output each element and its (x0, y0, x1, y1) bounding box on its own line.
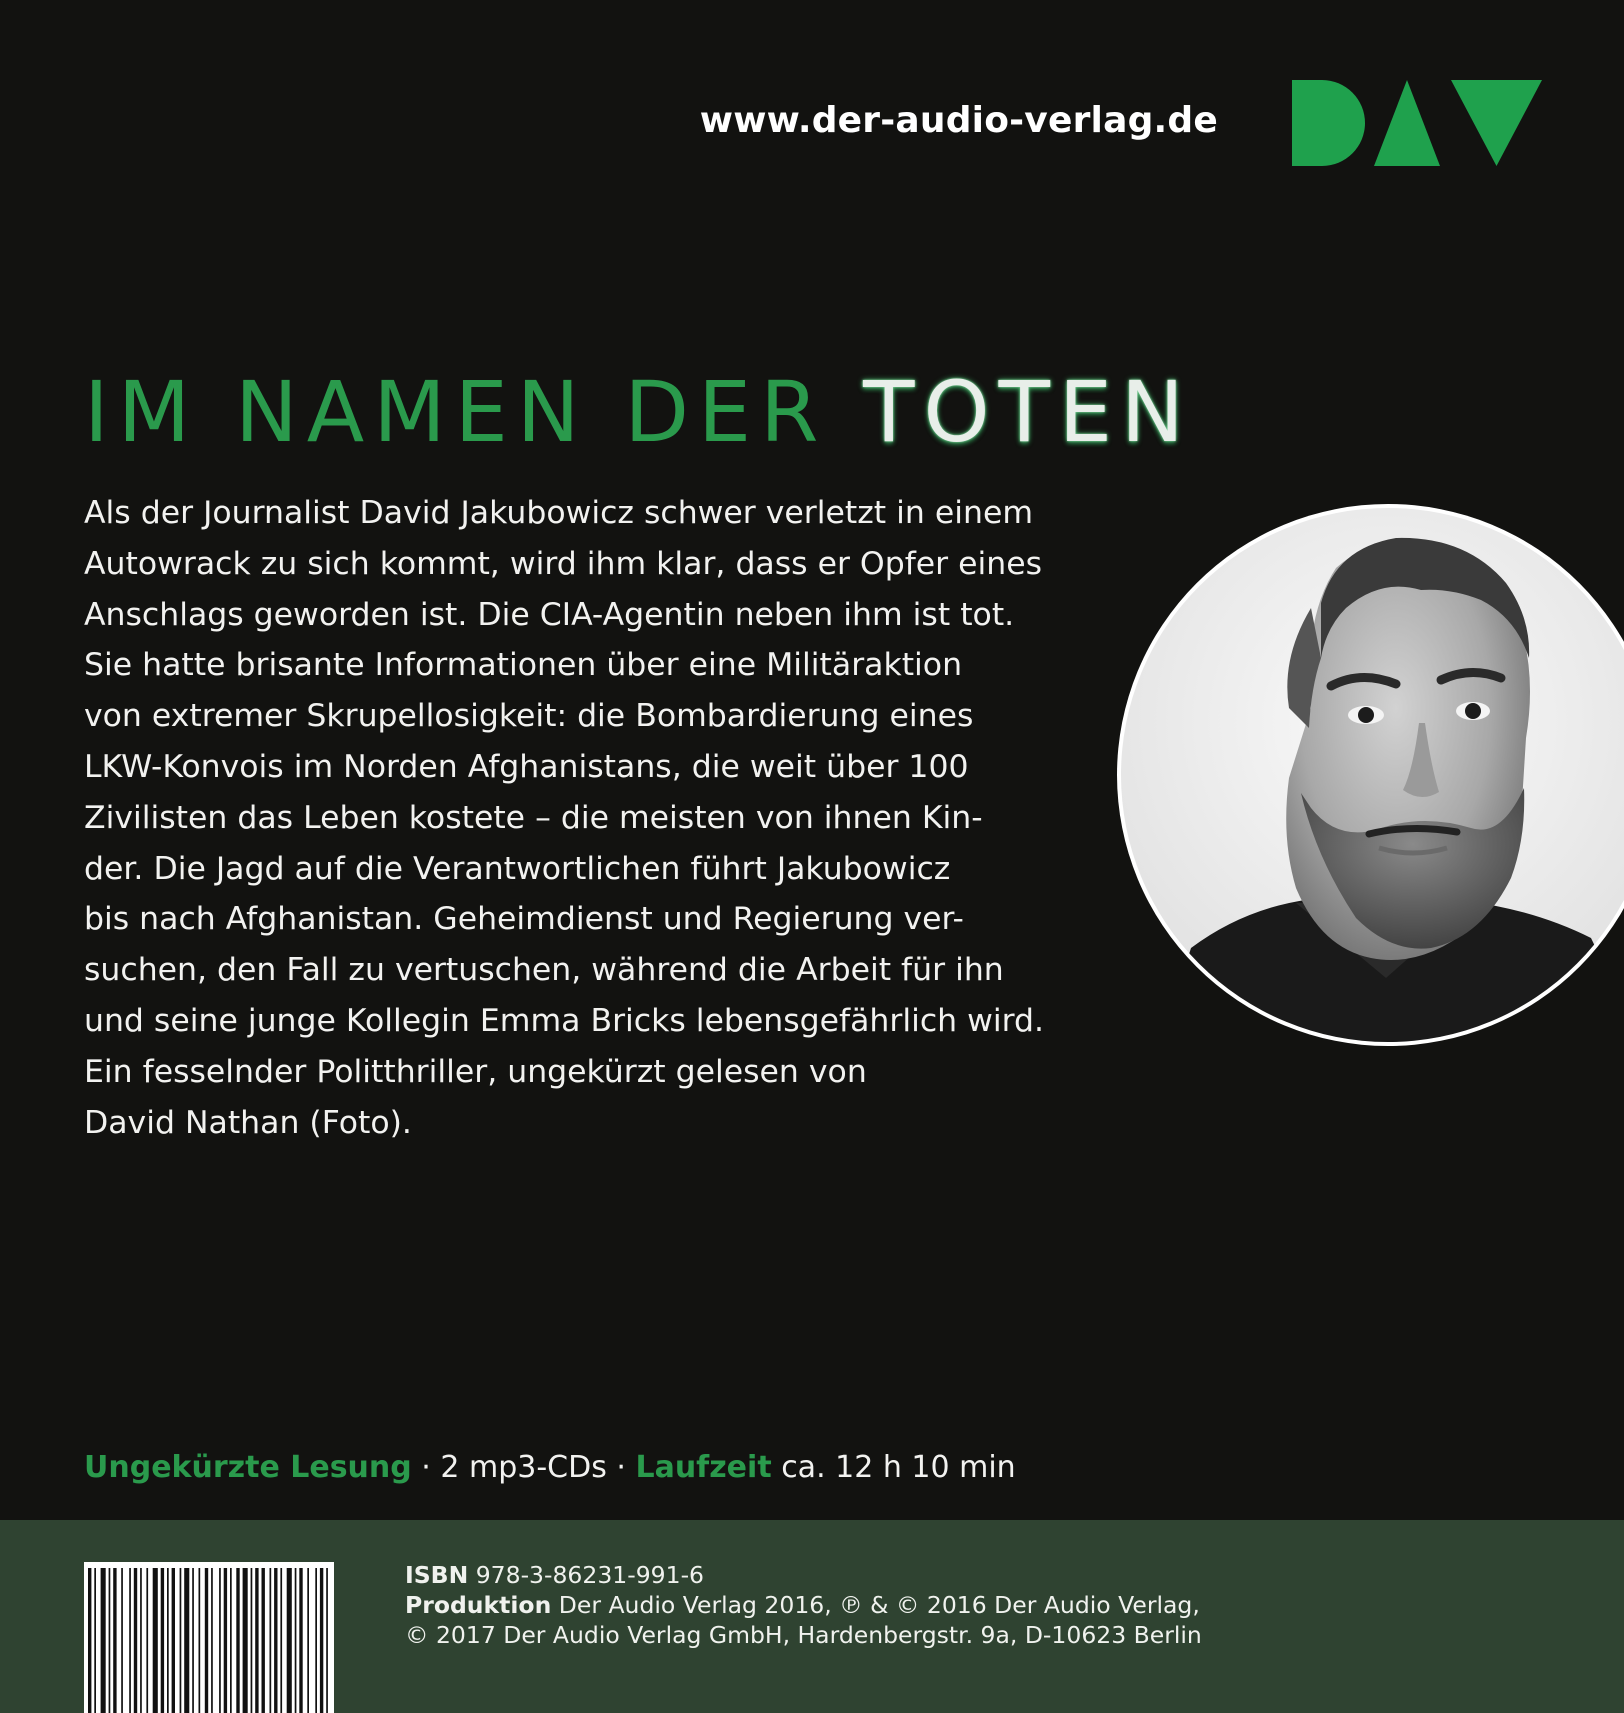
barcode-bar (295, 1568, 297, 1713)
barcode (84, 1562, 334, 1713)
footer-band (0, 1520, 1624, 1713)
barcode-bar (113, 1568, 116, 1713)
barcode-bar (262, 1568, 265, 1713)
specs-runtime: ca. 12 h 10 min (771, 1450, 1016, 1485)
dav-logo (1292, 80, 1542, 166)
description-line: von extremer Skrupellosigkeit: die Bombardierung eines (84, 698, 974, 735)
barcode-bar (307, 1568, 309, 1713)
barcode-bar (180, 1568, 182, 1713)
barcode-bar (270, 1568, 272, 1713)
barcode-bar (230, 1568, 232, 1713)
barcode-bar (161, 1568, 164, 1713)
description-line: Zivilisten das Leben kostete – die meisten von ihnen Kin- (84, 799, 983, 836)
description-text (84, 488, 1154, 1148)
book-title (84, 363, 1193, 461)
barcode-bar (109, 1568, 111, 1713)
barcode-bar (172, 1568, 175, 1713)
barcode-bar (167, 1568, 169, 1713)
barcode-bar (224, 1568, 227, 1713)
barcode-bar (243, 1568, 248, 1713)
title-part-green: IM NAMEN DER (84, 363, 864, 461)
product-specs (84, 1450, 1016, 1485)
description-line: Anschlags geworden ist. Die CIA-Agentin neben ihm ist tot. (84, 596, 1015, 633)
description-line: David Nathan (Foto). (84, 1104, 412, 1141)
legal-info (405, 1560, 1202, 1650)
barcode-bar (315, 1568, 317, 1713)
barcode-bar (121, 1568, 123, 1713)
barcode-bar (211, 1568, 213, 1713)
description-line: LKW-Konvois im Norden Afghanistans, die weit über 100 (84, 748, 969, 785)
description-line: Als der Journalist David Jakubowicz schwer verletzt in einem (84, 495, 1034, 531)
barcode-bar (153, 1568, 158, 1713)
barcode-bar (274, 1568, 277, 1713)
isbn-label: ISBN (405, 1561, 469, 1589)
barcode-bar (287, 1568, 292, 1713)
website-url[interactable]: www.der-audio-verlag.de (699, 100, 1218, 141)
produktion-label: Produktion (405, 1591, 552, 1619)
barcode-bar (320, 1568, 323, 1713)
barcode-bar (199, 1568, 201, 1713)
produktion-line (405, 1590, 1202, 1620)
barcode-bar (129, 1568, 131, 1713)
barcode-bar (326, 1568, 328, 1713)
narrator-portrait (1117, 504, 1624, 1046)
copyright-line: © 2017 Der Audio Verlag GmbH, Hardenbergstr. 9a, D-10623 Berlin (405, 1621, 1202, 1649)
barcode-bar (88, 1568, 91, 1713)
specs-label-laufzeit: Laufzeit (635, 1450, 772, 1485)
barcode-bar (236, 1568, 239, 1713)
barcode-bar (146, 1568, 148, 1713)
barcode-bar (94, 1568, 96, 1713)
barcode-bar (184, 1568, 189, 1713)
description-line: Sie hatte brisante Informationen über eine Militäraktion (84, 647, 963, 684)
specs-label-lesung: Ungekürzte Lesung (84, 1450, 412, 1485)
description-line: der. Die Jagd auf die Verantwortlichen führt Jakubowicz (84, 850, 951, 887)
barcode-bar (140, 1568, 142, 1713)
description-line: bis nach Afghanistan. Geheimdienst und Regierung ver- (84, 901, 964, 938)
barcode-bar (299, 1568, 302, 1713)
barcode-bar (101, 1568, 106, 1713)
description-line: suchen, den Fall zu vertuschen, während die Arbeit für ihn (84, 952, 1004, 989)
barcode-bar (205, 1568, 208, 1713)
barcode-bar (251, 1568, 253, 1713)
title-part-glow: TOTEN (863, 363, 1193, 461)
barcode-bar (255, 1568, 258, 1713)
isbn-line (405, 1560, 1202, 1590)
specs-format: · 2 mp3-CDs · (411, 1450, 636, 1485)
barcode-bar (280, 1568, 282, 1713)
isbn-value: 978-3-86231-991-6 (468, 1561, 705, 1589)
description-line: Autowrack zu sich kommt, wird ihm klar, dass er Opfer eines (84, 545, 1043, 582)
description-line: und seine junge Kollegin Emma Bricks lebensgefährlich wird. (84, 1002, 1045, 1039)
produktion-value: Der Audio Verlag 2016, ℗ & © 2016 Der Audio Verlag, (551, 1591, 1200, 1619)
barcode-bar (134, 1568, 137, 1713)
barcode-bar (219, 1568, 221, 1713)
description-line: Ein fesselnder Politthriller, ungekürzt gelesen von (84, 1053, 867, 1090)
barcode-bar (192, 1568, 194, 1713)
